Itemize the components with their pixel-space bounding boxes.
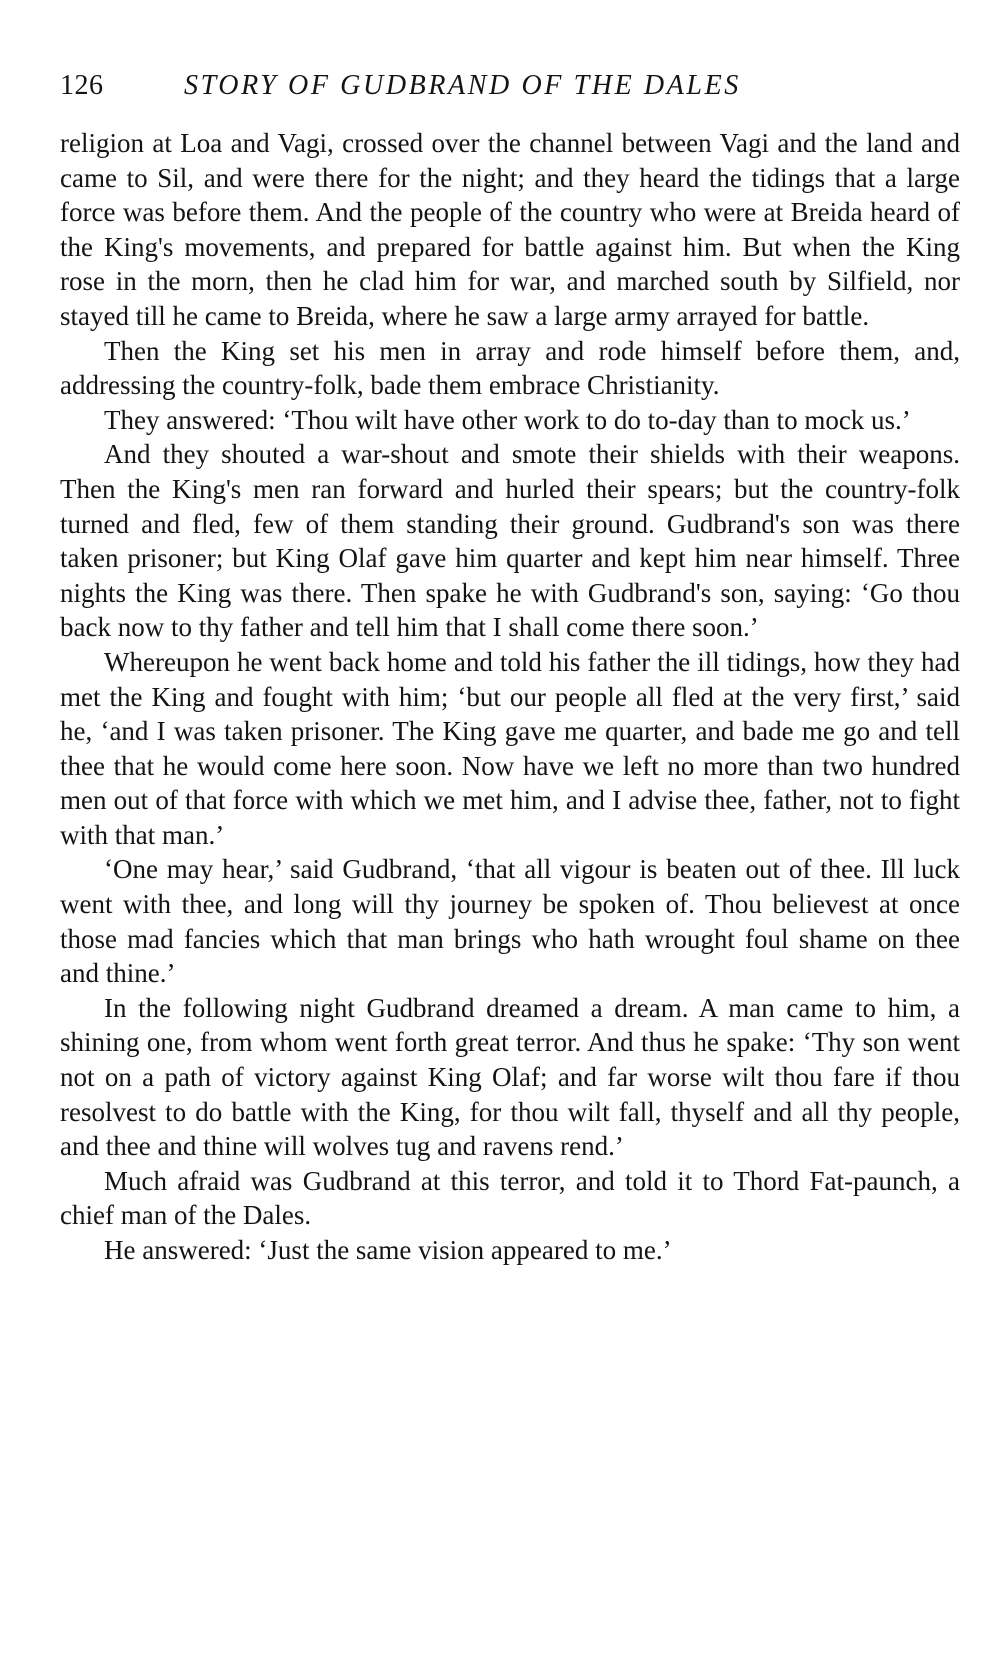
- book-page: [60, 70, 960, 1268]
- running-title: STORY OF GUDBRAND OF THE DALES: [184, 70, 741, 101]
- paragraph-2: Then the King set his men in array and rode himself before them, and, addressing the country-folk, bade them embrace Christianity.: [60, 335, 960, 401]
- page-number: 126: [60, 70, 104, 101]
- running-head: [60, 70, 960, 126]
- paragraph-5: Whereupon he went back home and told his father the ill tidings, how they had met the King and fought with him; ‘but our people all fled at the very first,’ said he, ‘and I was taken prisoner. The King gave me quarter, and bade me go and tell thee that he would come here soon. Now have we left no more than two hundred men out of that force with which we met him, and I advise thee, father, not to fight with that man.’: [60, 646, 960, 850]
- paragraph-8: Much afraid was Gudbrand at this terror, and told it to Thord Fat-paunch, a chief man of the Dales.: [60, 1165, 960, 1231]
- body-text: [60, 126, 960, 1268]
- paragraph-3: They answered: ‘Thou wilt have other work to do to-day than to mock us.’: [104, 404, 911, 435]
- paragraph-7: In the following night Gudbrand dreamed a dream. A man came to him, a shining one, from whom went forth great terror. And thus he spake: ‘Thy son went not on a path of victory against King Olaf; and far worse wilt thou fare if thou resolvest to do battle with the King, for thou wilt fall, thyself and all thy people, and thee and thine will wolves tug and ravens rend.’: [60, 992, 960, 1162]
- paragraph-1: religion at Loa and Vagi, crossed over the channel between Vagi and the land and came to Sil, and were there for the night; and they heard the tidings that a large force was before them. And the people of the country who were at Breida heard of the King's movements, and prepared for battle against him. But when the King rose in the morn, then he clad him for war, and marched south by Silfield, nor stayed till he came to Breida, where he saw a large army arrayed for battle.: [60, 128, 960, 331]
- paragraph-9: He answered: ‘Just the same vision appeared to me.’: [104, 1235, 672, 1265]
- paragraph-6: ‘One may hear,’ said Gudbrand, ‘that all vigour is beaten out of thee. Ill luck went with thee, and long will thy journey be spoken of. Thou believest at once those mad fancies which that man brings who hath wrought foul shame on thee and thine.’: [60, 854, 960, 989]
- paragraph-4: And they shouted a war-shout and smote their shields with their weapons. Then the King's men ran forward and hurled their spears; but the country-folk turned and fled, few of them standing their ground. Gudbrand's son was there taken prisoner; but King Olaf gave him quarter and kept him near himself. Three nights the King was there. Then spake he with Gudbrand's son, saying: ‘Go thou back now to thy father and tell him that I shall come there soon.’: [60, 439, 960, 643]
